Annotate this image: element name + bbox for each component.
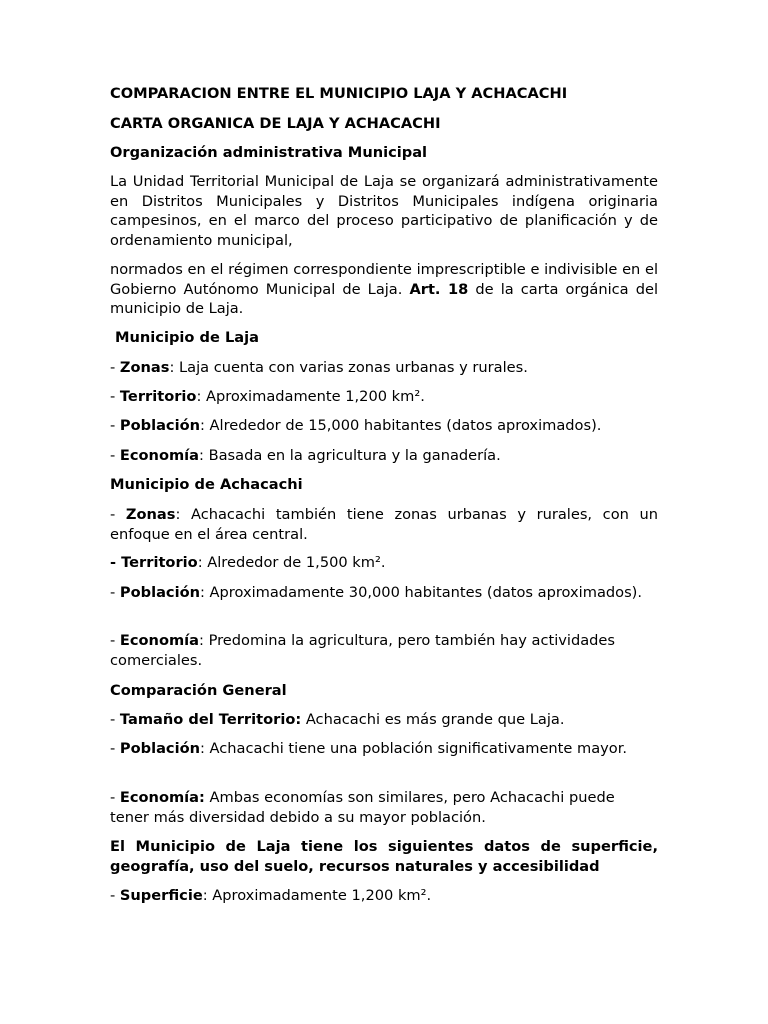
superficie-label: Superficie — [119, 887, 203, 904]
superficie-text: : Aproximadamente 1,200 km². — [202, 887, 432, 904]
achacachi-zonas-text: : Achacachi también tiene zonas urbanas y rurales, con un enfoque en el área central. — [110, 506, 658, 543]
paragraph-organizacion: La Unidad Territorial Municipal de Laja se organizará administrativamente en Distritos Municipales y Distritos Municipales indígena originaria campesinos, en el marco del proceso participativo de planificación y de ordenamiento municipal, — [110, 173, 658, 249]
laja-economia-item: - Economía: Basada en la agricultura y la ganadería. — [110, 447, 501, 464]
laja-zonas-text: : Laja cuenta con varias zonas urbanas y rurales. — [169, 359, 528, 376]
achacachi-poblacion-label: Población — [119, 584, 200, 601]
comparacion-economia-item: - Economía: Ambas economías son similares, pero Achacachi puede tener más diversidad debido a su mayor población. — [110, 789, 615, 826]
comparacion-tamano-label: Tamaño del Territorio: — [119, 711, 302, 728]
laja-poblacion-item: - Población: Alrededor de 15,000 habitantes (datos aproximados). — [110, 417, 602, 434]
achacachi-economia-item: - Economía: Predomina la agricultura, pero también hay actividades comerciales. — [110, 632, 616, 669]
achacachi-territorio-label: - Territorio — [110, 554, 198, 571]
laja-zonas-label: Zonas — [119, 359, 170, 376]
superficie-item: - Superficie: Aproximadamente 1,200 km². — [110, 887, 432, 904]
comparacion-poblacion-label: Población — [119, 740, 200, 757]
section-heading-organizacion: Organización administrativa Municipal — [110, 144, 428, 161]
paragraph-normados — [110, 260, 658, 319]
laja-territorio-item: - Territorio: Aproximadamente 1,200 km². — [110, 388, 425, 405]
comparacion-economia-text: Ambas economías son similares, pero Achacachi puede tener más diversidad debido a su mayor población. — [110, 789, 615, 826]
comparacion-tamano-item: - Tamaño del Territorio: Achacachi es más grande que Laja. — [110, 711, 565, 728]
achacachi-zonas-item: - Zonas: Achacachi también tiene zonas urbanas y rurales, con un enfoque en el área central. — [110, 506, 658, 543]
section-heading-superficie: El Municipio de Laja tiene los siguientes datos de superficie, geografía, uso del suelo, recursos naturales y accesibilidad — [110, 838, 658, 875]
section-heading-laja: Municipio de Laja — [115, 329, 259, 346]
achacachi-poblacion-text: : Aproximadamente 30,000 habitantes (datos aproximados). — [200, 584, 643, 601]
section-heading-achacachi: Municipio de Achacachi — [110, 476, 303, 493]
achacachi-territorio-text: : Alrededor de 1,500 km². — [197, 554, 386, 571]
achacachi-poblacion-item: - Población: Aproximadamente 30,000 habitantes (datos aproximados). — [110, 584, 643, 601]
document-title: COMPARACION ENTRE EL MUNICIPIO LAJA Y ACHACACHI — [110, 85, 568, 102]
laja-poblacion-label: Población — [119, 417, 200, 434]
paragraph-normados-text: normados en el régimen correspondiente imprescriptible e indivisible en el Gobierno Autónomo Municipal de Laja. — [110, 261, 658, 298]
comparacion-poblacion-text: : Achacachi tiene una población significativamente mayor. — [200, 740, 628, 757]
comparacion-economia-label: Economía: — [119, 789, 205, 806]
paragraph-normados-tail: de la carta orgánica del municipio de Laja. — [110, 280, 658, 317]
achacachi-economia-label: Economía — [119, 632, 200, 649]
laja-economia-label: Economía — [119, 447, 200, 464]
laja-territorio-label: Territorio — [119, 388, 197, 405]
laja-zonas-item: - Zonas: Laja cuenta con varias zonas urbanas y rurales. — [110, 359, 528, 376]
laja-territorio-text: : Aproximadamente 1,200 km². — [196, 388, 425, 405]
document-subtitle: CARTA ORGANICA DE LAJA Y ACHACACHI — [110, 115, 441, 132]
achacachi-economia-text: : Predomina la agricultura, pero también hay actividades comerciales. — [110, 632, 616, 669]
section-heading-comparacion: Comparación General — [110, 682, 287, 699]
comparacion-tamano-text: Achacachi es más grande que Laja. — [301, 711, 565, 728]
comparacion-poblacion-item: - Población: Achacachi tiene una población significativamente mayor. — [110, 740, 628, 757]
laja-poblacion-text: : Alrededor de 15,000 habitantes (datos aproximados). — [200, 417, 602, 434]
achacachi-zonas-label: Zonas — [125, 506, 176, 523]
achacachi-territorio-item — [110, 553, 658, 573]
article-reference: Art. 18 — [409, 280, 469, 298]
laja-economia-text: : Basada en la agricultura y la ganadería. — [199, 447, 501, 464]
